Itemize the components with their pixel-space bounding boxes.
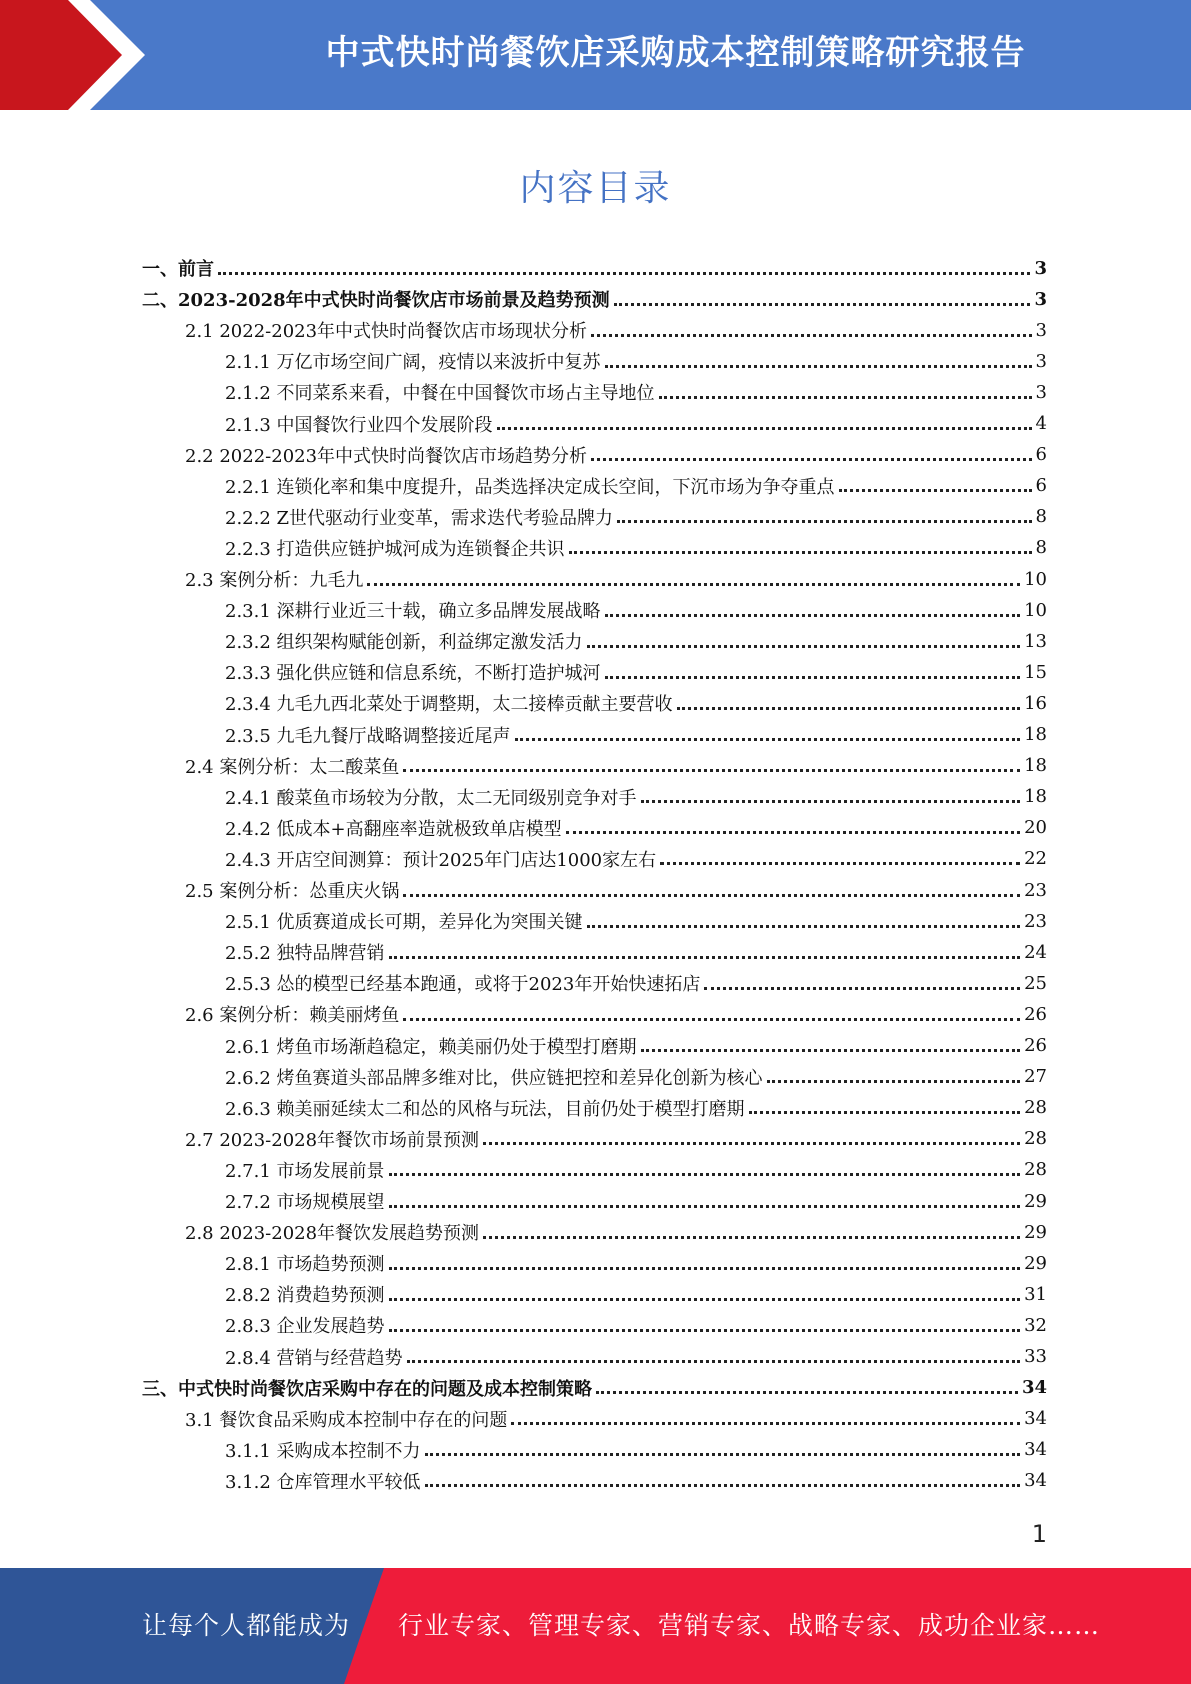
toc-dot-leader	[641, 800, 1021, 803]
toc-entry-label: 2.8 2023-2028年餐饮发展趋势预测	[185, 1223, 480, 1245]
toc-entry-label: 2.3 案例分析：九毛九	[185, 570, 364, 591]
toc-entry[interactable]	[185, 564, 1047, 594]
toc-entry-page: 15	[1024, 661, 1047, 683]
toc-dot-leader	[389, 1298, 1021, 1301]
toc-entry-label: 2.4.3 开店空间测算：预计2025年门店达1000家左右	[225, 849, 657, 871]
toc-dot-leader	[839, 489, 1032, 492]
toc-dot-leader	[587, 925, 1021, 928]
toc-entry-page: 33	[1024, 1346, 1047, 1367]
toc-entry-page: 31	[1024, 1283, 1047, 1305]
toc-entry-page: 25	[1024, 972, 1047, 994]
toc-dot-leader	[403, 894, 1020, 897]
toc-entry-label: 2.5.3 怂的模型已经基本跑通，或将于2023年开始快速拓店	[225, 974, 701, 996]
toc-entry[interactable]	[142, 1373, 1047, 1403]
toc-dot-leader	[704, 987, 1020, 990]
toc-entry[interactable]	[225, 688, 1047, 718]
toc-entry[interactable]	[225, 502, 1047, 532]
header-band	[0, 0, 1191, 110]
toc-dot-leader	[587, 645, 1021, 648]
toc-entry-label: 二、2023-2028年中式快时尚餐饮店市场前景及趋势预测	[142, 290, 610, 312]
toc-entry[interactable]	[225, 626, 1047, 656]
toc-entry-page: 13	[1024, 630, 1047, 652]
toc-dot-leader	[677, 707, 1021, 710]
toc-entry-label: 2.4 案例分析：太二酸菜鱼	[185, 756, 400, 778]
toc-entry[interactable]	[225, 1155, 1047, 1185]
toc-entry[interactable]	[185, 440, 1047, 470]
toc-entry[interactable]	[225, 471, 1047, 501]
toc-entry-page: 28	[1024, 1097, 1047, 1119]
toc-dot-leader	[605, 676, 1021, 679]
toc-entry[interactable]	[225, 1186, 1047, 1216]
toc-dot-leader	[403, 769, 1020, 772]
toc-dot-leader	[483, 1236, 1020, 1239]
toc-entry-label: 2.6.1 烤鱼市场渐趋稳定，赖美丽仍处于模型打磨期	[225, 1036, 637, 1058]
toc-entry-page: 34	[1021, 1377, 1047, 1399]
toc-dot-leader	[497, 427, 1032, 430]
toc-entry[interactable]	[225, 937, 1047, 967]
toc-entry[interactable]	[185, 875, 1047, 905]
toc-entry-label: 2.8.3 企业发展趋势	[225, 1316, 385, 1338]
toc-entry-label: 2.2.2 Z世代驱动行业变革，需求迭代考验品牌力	[225, 507, 614, 529]
toc-entry[interactable]	[225, 409, 1047, 439]
toc-entry[interactable]	[185, 1404, 1047, 1434]
toc-dot-leader	[389, 1173, 1021, 1176]
toc-entry[interactable]	[225, 813, 1047, 843]
page-number: 1	[1031, 1520, 1047, 1548]
toc-entry-page: 23	[1024, 879, 1047, 901]
toc-entry[interactable]	[225, 1031, 1047, 1061]
toc-entry[interactable]	[185, 1217, 1047, 1247]
toc-entry-label: 3.1.2 仓库管理水平较低	[225, 1471, 421, 1493]
toc-entry-page: 18	[1024, 786, 1047, 808]
toc-entry-page: 6	[1035, 444, 1047, 466]
toc-entry-page: 3	[1035, 319, 1047, 341]
toc-dot-leader	[389, 1329, 1021, 1332]
toc-entry[interactable]	[185, 751, 1047, 781]
toc-entry-page: 34	[1024, 1470, 1047, 1492]
toc-dot-leader	[483, 1142, 1020, 1145]
toc-entry[interactable]	[225, 720, 1047, 750]
toc-entry-page: 28	[1024, 1128, 1047, 1150]
toc-entry-label: 2.6 案例分析：赖美丽烤鱼	[185, 1005, 400, 1027]
toc-entry-label: 2.3.5 九毛九餐厅战略调整接近尾声	[225, 725, 511, 747]
toc-dot-leader	[617, 520, 1032, 523]
toc-entry-page: 34	[1024, 1408, 1047, 1430]
toc-entry[interactable]	[225, 1248, 1047, 1278]
toc-entry[interactable]	[225, 533, 1047, 563]
toc-entry[interactable]	[225, 657, 1047, 687]
toc-dot-leader	[389, 1205, 1021, 1208]
toc-entry-page: 4	[1035, 413, 1047, 434]
toc-entry-label: 2.6.3 赖美丽延续太二和怂的风格与玩法，目前仍处于模型打磨期	[225, 1098, 745, 1120]
toc-entry-page: 3	[1035, 350, 1047, 372]
toc-entry-label: 一、前言	[142, 259, 214, 280]
toc-dot-leader	[407, 1360, 1021, 1363]
toc-entry-label: 2.7 2023-2028年餐饮市场前景预测	[185, 1129, 480, 1151]
toc-entry[interactable]	[225, 1310, 1047, 1340]
toc-dot-leader	[389, 956, 1021, 959]
toc-entry-page: 26	[1024, 1035, 1047, 1056]
toc-dot-leader	[641, 1049, 1021, 1052]
toc-entry-page: 3	[1034, 288, 1047, 310]
toc-entry-label: 2.5.1 优质赛道成长可期，差异化为突围关键	[225, 912, 583, 934]
toc-entry-label: 2.2 2022-2023年中式快时尚餐饮店市场趋势分析	[185, 445, 588, 467]
toc-entry[interactable]	[225, 1093, 1047, 1123]
toc-entry[interactable]	[142, 284, 1047, 314]
toc-entry[interactable]	[225, 595, 1047, 625]
toc-entry-page: 26	[1024, 1003, 1047, 1025]
toc-entry-page: 29	[1024, 1221, 1047, 1243]
toc-entry-page: 6	[1035, 475, 1047, 497]
toc-entry-label: 2.3.1 深耕行业近三十载，确立多品牌发展战略	[225, 601, 601, 623]
header-arrow-icon	[0, 0, 160, 110]
toc-entry-label: 3.1 餐饮食品采购成本控制中存在的问题	[185, 1409, 508, 1431]
toc-entry[interactable]	[225, 1062, 1047, 1092]
toc-entry-page: 10	[1024, 599, 1047, 621]
toc-entry-page: 18	[1024, 724, 1047, 745]
toc-entry-label: 2.3.4 九毛九西北菜处于调整期，太二接棒贡献主要营收	[225, 694, 673, 716]
toc-entry[interactable]	[225, 1466, 1047, 1496]
toc-heading: 内容目录	[519, 168, 672, 209]
toc-entry-page: 10	[1024, 568, 1047, 590]
toc-entry-page: 32	[1024, 1314, 1047, 1336]
toc-entry-label: 2.7.2 市场规模展望	[225, 1192, 385, 1213]
toc-entry-page: 3	[1035, 381, 1047, 403]
toc-dot-leader	[659, 396, 1032, 399]
toc-entry[interactable]	[225, 968, 1047, 998]
toc-entry-page: 34	[1024, 1439, 1047, 1461]
toc-entry-label: 2.3.3 强化供应链和信息系统，不断打造护城河	[225, 663, 601, 685]
toc-entry-label: 3.1.1 采购成本控制不力	[225, 1440, 421, 1462]
toc-dot-leader	[425, 1484, 1021, 1487]
toc-entry-page: 29	[1024, 1252, 1047, 1274]
toc-entry-label: 2.1.2 不同菜系来看，中餐在中国餐饮市场占主导地位	[225, 383, 655, 405]
toc-entry-label: 三、中式快时尚餐饮店采购中存在的问题及成本控制策略	[142, 1378, 592, 1400]
toc-dot-leader	[511, 1422, 1020, 1425]
toc-entry-label: 2.1.1 万亿市场空间广阔，疫情以来波折中复苏	[225, 352, 601, 374]
toc-entry-page: 3	[1034, 257, 1047, 279]
toc-dot-leader	[596, 1391, 1018, 1394]
toc-entry-label: 2.8.4 营销与经营趋势	[225, 1347, 403, 1369]
toc-entry[interactable]	[142, 253, 1047, 283]
toc-entry-label: 2.8.2 消费趋势预测	[225, 1285, 385, 1307]
toc-entry[interactable]	[225, 346, 1047, 376]
toc-dot-leader	[566, 831, 1020, 834]
toc-entry[interactable]	[225, 377, 1047, 407]
toc-entry-label: 2.4.2 低成本+高翻座率造就极致单店模型	[225, 818, 562, 840]
toc-entry-label: 2.4.1 酸菜鱼市场较为分散，太二无同级别竞争对手	[225, 787, 637, 809]
toc-entry-page: 27	[1024, 1066, 1047, 1088]
toc-dot-leader	[591, 334, 1032, 337]
toc-entry[interactable]	[185, 1124, 1047, 1154]
toc-entry-page: 29	[1024, 1190, 1047, 1212]
toc-dot-leader	[389, 1267, 1021, 1270]
toc-entry-label: 2.8.1 市场趋势预测	[225, 1254, 385, 1276]
toc-entry-page: 8	[1035, 506, 1047, 528]
footer-band	[0, 1568, 1191, 1684]
toc-entry[interactable]	[225, 782, 1047, 812]
toc-entry[interactable]	[225, 1342, 1047, 1372]
toc-entry-label: 2.3.2 组织架构赋能创新，利益绑定激发活力	[225, 632, 583, 654]
toc-dot-leader	[425, 1453, 1021, 1456]
toc-dot-leader	[660, 862, 1020, 865]
toc-entry[interactable]	[225, 844, 1047, 874]
toc-entry[interactable]	[185, 315, 1047, 345]
toc-entry-page: 28	[1024, 1159, 1047, 1181]
toc-entry-label: 2.5 案例分析：怂重庆火锅	[185, 881, 400, 902]
toc-entry-label: 2.5.2 独特品牌营销	[225, 943, 385, 965]
toc-entry-page: 23	[1024, 910, 1047, 932]
toc-entry-page: 20	[1024, 817, 1047, 839]
toc-entry-label: 2.2.3 打造供应链护城河成为连锁餐企共识	[225, 538, 565, 560]
toc-dot-leader	[591, 458, 1032, 461]
toc-dot-leader	[403, 1018, 1020, 1021]
toc-entry[interactable]	[185, 999, 1047, 1029]
toc-dot-leader	[218, 272, 1030, 275]
toc-entry-page: 18	[1024, 755, 1047, 777]
toc-dot-leader	[767, 1080, 1021, 1083]
header-title: 中式快时尚餐饮店采购成本控制策略研究报告	[325, 33, 1026, 73]
toc-entry[interactable]	[225, 1279, 1047, 1309]
footer-slogan-right: 行业专家、管理专家、营销专家、战略专家、成功企业家……	[398, 1611, 1101, 1640]
toc-dot-leader	[605, 365, 1032, 368]
toc-entry-label: 2.2.1 连锁化率和集中度提升，品类选择决定成长空间，下沉市场为争夺重点	[225, 476, 835, 498]
toc-entry-label: 2.1.3 中国餐饮行业四个发展阶段	[225, 414, 493, 436]
toc-entry-label: 2.7.1 市场发展前景	[225, 1160, 385, 1182]
toc-dot-leader	[614, 303, 1031, 306]
toc-dot-leader	[367, 583, 1020, 586]
toc-entry[interactable]	[225, 1435, 1047, 1465]
toc-dot-leader	[749, 1111, 1021, 1114]
toc-dot-leader	[515, 738, 1021, 741]
toc-dot-leader	[605, 614, 1021, 617]
toc-entry-label: 2.1 2022-2023年中式快时尚餐饮店市场现状分析	[185, 321, 588, 343]
toc-entry-page: 24	[1024, 941, 1047, 963]
toc-entry-page: 22	[1024, 848, 1047, 870]
toc-entry-page: 8	[1035, 537, 1047, 559]
footer-slogan-left: 让每个人都能成为	[142, 1611, 351, 1640]
toc-entry-label: 2.6.2 烤鱼赛道头部品牌多维对比，供应链把控和差异化创新为核心	[225, 1067, 763, 1089]
toc-entry[interactable]	[225, 906, 1047, 936]
toc-dot-leader	[569, 551, 1032, 554]
toc-entry-page: 16	[1024, 692, 1047, 714]
